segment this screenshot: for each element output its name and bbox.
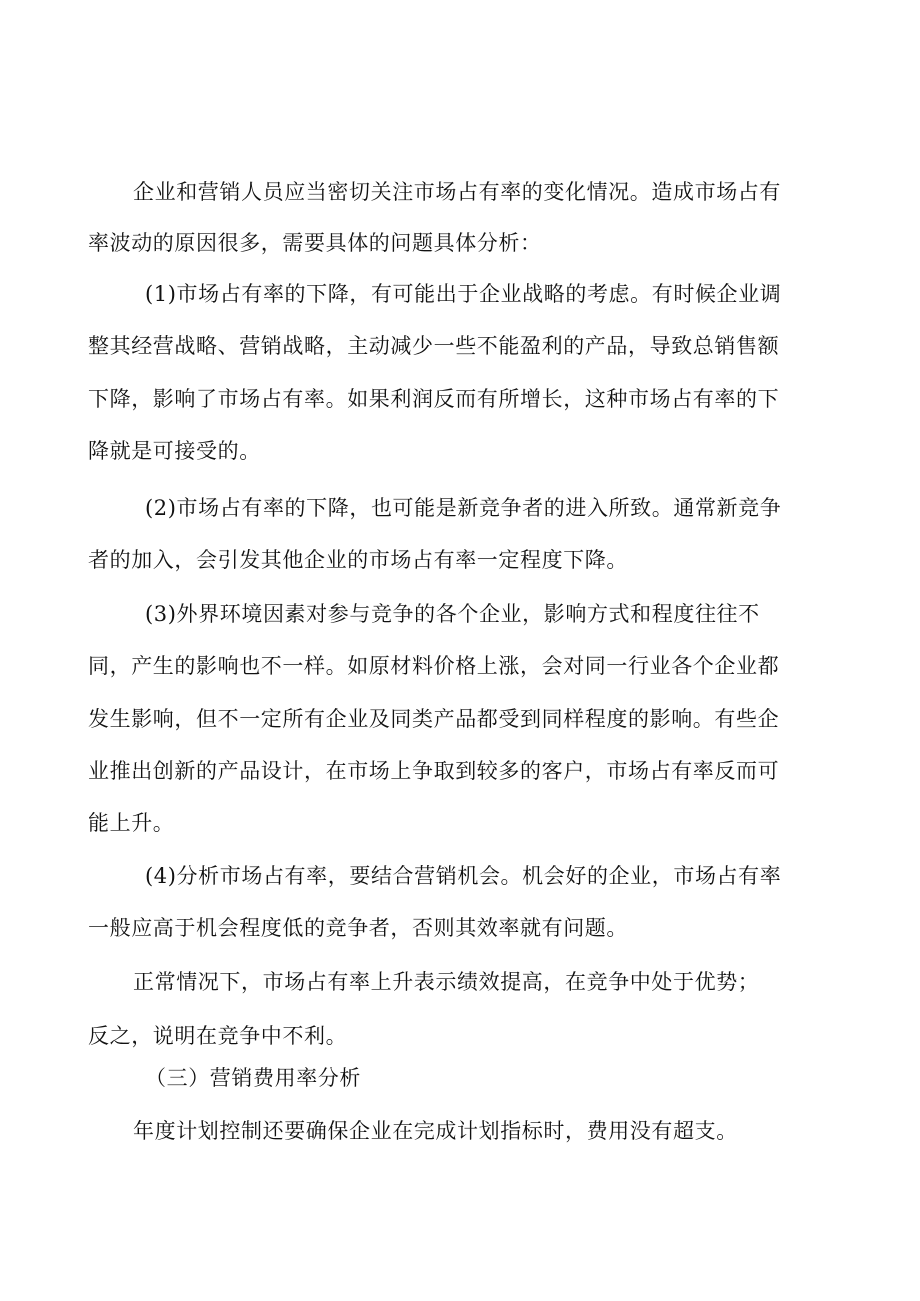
point-3-line-4: 业推出创新的产品设计，在市场上争取到较多的客户，市场占有率反而可 <box>88 759 780 783</box>
point-3-line-2: 同，产生的影响也不一样。如原材料价格上涨，会对同一行业各个企业都 <box>88 654 780 678</box>
summary-line-2: 反之，说明在竞争中不利。 <box>88 1024 348 1048</box>
point-1-line-4: 降就是可接受的。 <box>88 439 261 463</box>
point-1-line-1: (1)市场占有率的下降，有可能出于企业战略的考虑。有时候企业调 <box>145 282 782 306</box>
point-2-line-1: (2)市场占有率的下降，也可能是新竞争者的进入所致。通常新竞争 <box>145 496 782 520</box>
paragraph-intro-line-2: 率波动的原因很多，需要具体的问题具体分析： <box>88 231 542 255</box>
point-1-line-2: 整其经营战略、营销战略，主动减少一些不能盈利的产品，导致总销售额 <box>88 334 780 358</box>
section-heading: （三）营销费用率分析 <box>145 1066 361 1090</box>
point-3-line-5: 能上升。 <box>88 811 175 835</box>
point-4-line-2: 一般应高于机会程度低的竞争者，否则其效率就有问题。 <box>88 916 628 940</box>
summary-line-1: 正常情况下，市场占有率上升表示绩效提高，在竞争中处于优势； <box>133 970 760 994</box>
point-1-line-3: 下降，影响了市场占有率。如果利润反而有所增长，这种市场占有率的下 <box>88 387 780 411</box>
point-4-line-1: (4)分析市场占有率，要结合营销机会。机会好的企业，市场占有率 <box>145 864 782 888</box>
point-3-line-1: (3)外界环境因素对参与竞争的各个企业，影响方式和程度往往不 <box>145 602 760 626</box>
point-3-line-3: 发生影响，但不一定所有企业及同类产品都受到同样程度的影响。有些企 <box>88 707 780 731</box>
point-2-line-2: 者的加入，会引发其他企业的市场占有率一定程度下降。 <box>88 548 628 572</box>
paragraph-intro-line-1: 企业和营销人员应当密切关注市场占有率的变化情况。造成市场占有 <box>133 180 781 204</box>
section-body-line-1: 年度计划控制还要确保企业在完成计划指标时，费用没有超支。 <box>133 1119 738 1143</box>
